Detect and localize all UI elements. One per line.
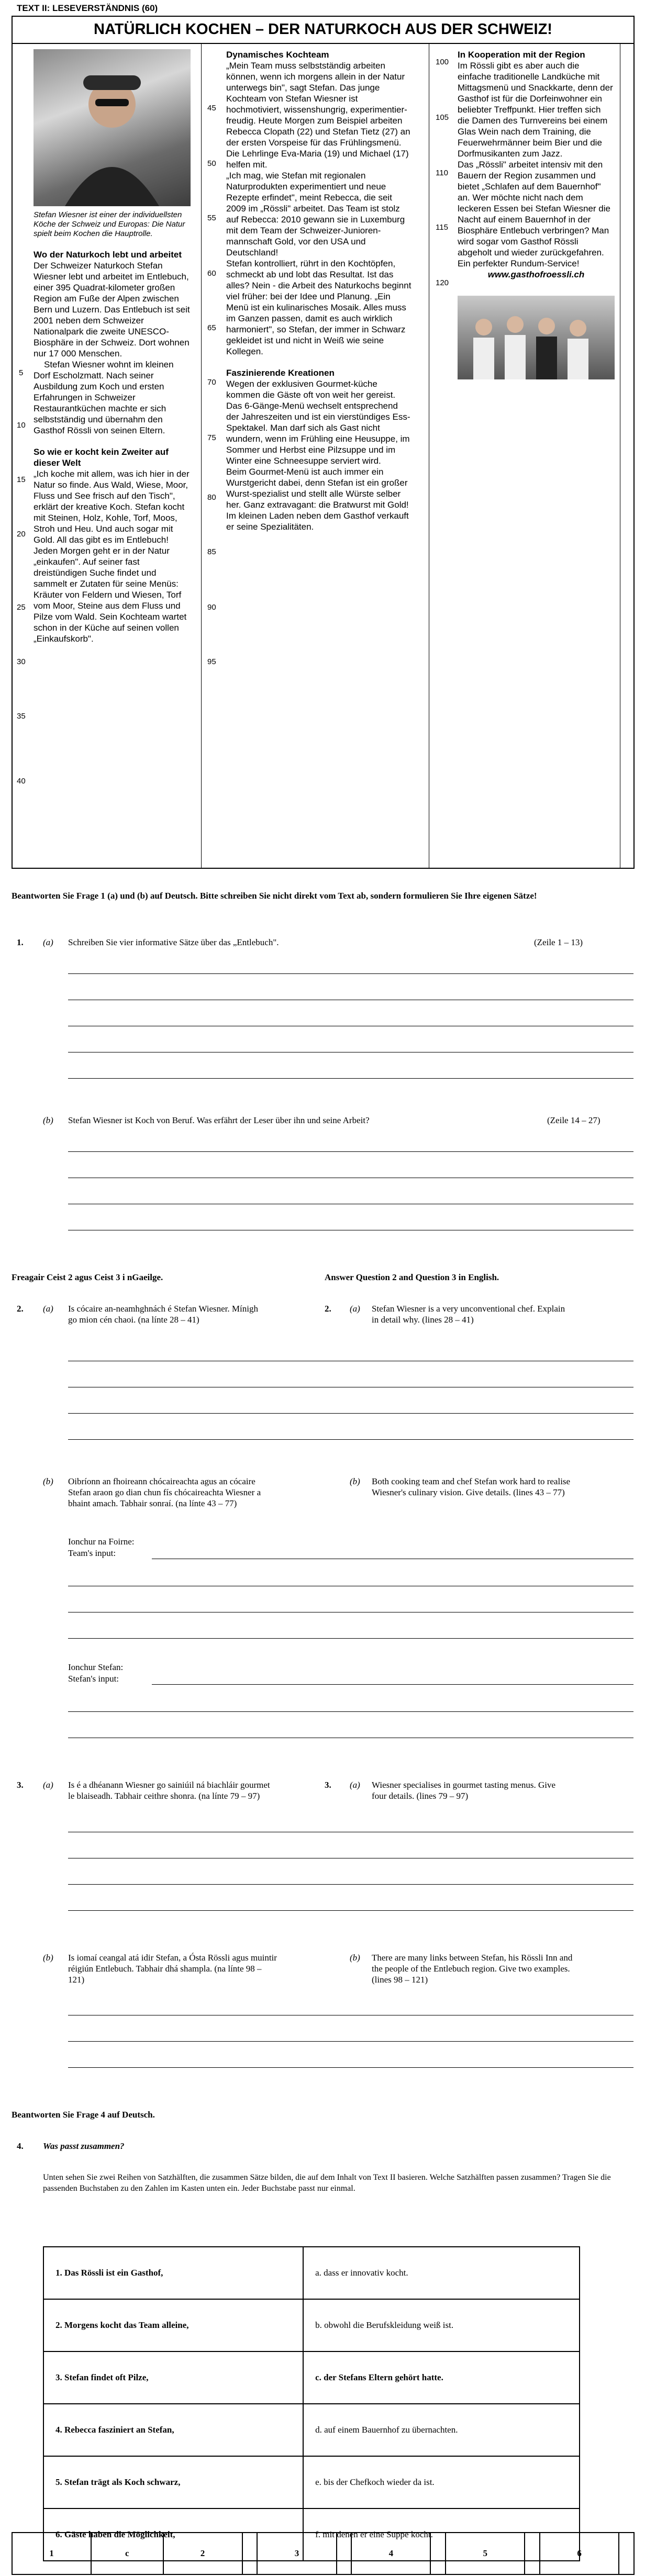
answer-line[interactable] — [68, 2041, 633, 2042]
sentence-start: 1. Das Rössli ist ein Gasthof, — [43, 2247, 303, 2299]
line-number: 85 — [207, 547, 216, 556]
answer-line[interactable] — [68, 1711, 633, 1712]
line-number: 45 — [207, 104, 216, 113]
answer-line[interactable] — [68, 1910, 633, 1911]
question-part-label: (b) — [43, 1953, 53, 1963]
line-number: 5 — [19, 368, 24, 377]
line-number: 120 — [436, 278, 449, 287]
line-number: 25 — [17, 603, 26, 612]
grid-answer[interactable]: c — [91, 2533, 163, 2574]
sentence-end: e. bis der Chefkoch wieder da ist. — [303, 2456, 580, 2508]
photo-caption: Stefan Wiesner ist einer der individuellsten Köche der Schweiz und Europas: Die Natur spielt beim Kochen die Hauptrolle. — [34, 210, 185, 238]
line-number: 95 — [207, 657, 216, 666]
paragraph: „Ich mag, wie Stefan mit regionalen Naturprodukten experimentiert und neue Rezepte erfindet", meint Rebecca, die seit 2009 im „Rössli" arbeitet. Das Team ist stolz auf Rebecca: 2010 gewann sie in Luxemburg mit dem Team der Schweizer-Junioren-mannschaft Gold, vor den USA und Deutschland! — [226, 171, 405, 257]
answer-line[interactable] — [68, 2067, 633, 2068]
question-number: 2. — [325, 1304, 331, 1314]
line-number: 15 — [17, 475, 26, 484]
column-divider — [201, 43, 202, 869]
answer-line[interactable] — [68, 1151, 633, 1152]
team-photo — [458, 296, 615, 379]
sentence-start: 3. Stefan findet oft Pilze, — [43, 2351, 303, 2404]
line-number: 65 — [207, 323, 216, 332]
chef-photo — [34, 49, 191, 206]
question-intro: Unten sehen Sie zwei Reihen von Satzhälften, die zusammen Sätze bilden, die auf dem Inhalt von Text II basieren. Welche Satzhälften passen zusammen? Tragen Sie die passenden Buchstaben zu den Zahlen im Kasten unten ein. Jeder Buchstabe passt nur einmal. — [43, 2173, 611, 2193]
paragraph: Stefan Wiesner wohnt im kleinen Dorf Escholzmatt. Nach seiner Ausbildung zum Koch und ersten Erfahrungen in Schweizer Restaurantküchen machte er sich selbstständig und übernahm den Gasthof Rössli von seinen Eltern. — [34, 360, 174, 435]
sentence-end: f. mit denen er eine Suppe kocht. — [303, 2508, 580, 2561]
sentence-start: 6. Gäste haben die Möglichkeit, — [43, 2508, 303, 2561]
question-text: Stefan Wiesner ist Koch von Beruf. Was erfährt der Leser über ihn und seine Arbeit? — [68, 1115, 370, 1125]
stefan-input-label-english: Stefan's input: — [68, 1674, 119, 1684]
team-input-label-irish: Ionchur na Foirne: — [68, 1537, 135, 1547]
line-number: 10 — [17, 421, 26, 430]
sentence-end: c. der Stefans Eltern gehört hatte. — [303, 2351, 580, 2404]
paragraph: „Mein Team muss selbstständig arbeiten können, wenn ich morgens allein in der Natur unterwegs bin", sagt Stefan. Das junge Kochteam von Stefan Wiesner ist hochmotiviert, wissenshungrig, experimentier-freudig. Heute Morgen zum Beispiel arbeiten Rebecca Clopath (22) und Stefan Tietz (27) an der ersten Vorspeise für das Frühlingsmenü. Die Lehrlinge Eva-Maria (19) und Michael (17) helfen mit. — [226, 61, 410, 170]
question-text-irish: Is iomaí ceangal atá idir Stefan, a Ósta Rössli agus muintir réigiún Entlebuch. Tabhair dhá shampla. (na línte 98 – 121) — [68, 1953, 277, 1985]
team-input-label-english: Team's input: — [68, 1548, 116, 1558]
question-part-label: (a) — [350, 1780, 360, 1790]
grid-number: 2 — [163, 2533, 242, 2574]
grid-number: 4 — [351, 2533, 430, 2574]
question-number: 3. — [325, 1780, 331, 1790]
article-column-1 — [34, 49, 191, 644]
paragraph: „Ich koche mit allem, was ich hier in der Natur so finde. Aus Wald, Wiese, Moor, Fluss und See frisch auf den Tisch", erklärt der kreative Koch. Stefan kocht mit Steinen, Holz, Kohle, Torf, Moos, Stroh und Heu. Und auch sogar mit Gold. All das gibt es im Entlebuch! Jeden Morgen geht er in der Natur „einkaufen". Auf seiner fast dreistündigen Suche findet und sammelt er Zutaten für seine Menüs: Kräuter von Feldern und Wiesen, Torf vom Moor, Steine aus dem Fluss und Pilze vom Wald. Sein Kochteam wartet schon in der Küche auf seinen vollen „Einkaufskorb". — [34, 469, 190, 644]
line-number: 60 — [207, 269, 216, 278]
line-number: 50 — [207, 159, 216, 168]
line-number: 115 — [436, 223, 448, 232]
section-heading: So wie er kocht kein Zweiter auf dieser Welt — [34, 447, 169, 468]
line-number: 35 — [17, 712, 26, 721]
paragraph: Im Rössli gibt es aber auch die einfache traditionelle Landküche mit Mittagsmenü und Snackkarte, denn der Gasthof ist für die Dorfeinwohner ein beliebter Treffpunkt. Hier treffen sich die Damen des Turnvereins bei einem Glas Wein nach dem Training, die Feuerwehrmänner beim Bier und die Dorfmusikanten zum Jazz. — [458, 61, 613, 159]
line-reference: (Zeile 1 – 13) — [534, 937, 583, 947]
line-number: 55 — [207, 214, 216, 222]
question-text-irish: Oibríonn an fhoireann chócaireachta agus an cócaire Stefan araon go dian chun fís chócaireachta Wiesner a bhaint amach. Tabhair sonraí. (na línte 43 – 77) — [68, 1476, 261, 1508]
grid-number: 5 — [446, 2533, 525, 2574]
line-number: 90 — [207, 603, 216, 612]
question-text-english: Stefan Wiesner is a very unconventional chef. Explain in detail why. (lines 28 – 41) — [372, 1304, 565, 1325]
question-number: 4. — [17, 2141, 24, 2151]
grid-answer[interactable] — [619, 2533, 634, 2574]
question-part-label: (a) — [43, 1780, 53, 1790]
question-number: 2. — [17, 1304, 24, 1314]
instructions-q1: Beantworten Sie Frage 1 (a) und (b) auf Deutsch. Bitte schreiben Sie nicht direkt vom Text ab, sondern formulieren Sie Ihre eigenen Sätze! — [12, 891, 537, 901]
instructions-q4: Beantworten Sie Frage 4 auf Deutsch. — [12, 2110, 155, 2120]
team-illustration — [458, 296, 615, 379]
line-number: 75 — [207, 433, 216, 442]
grid-answer[interactable] — [337, 2533, 352, 2574]
article-box — [12, 16, 635, 869]
answer-line[interactable] — [152, 1684, 633, 1685]
grid-number: 3 — [257, 2533, 336, 2574]
article-column-2 — [226, 49, 412, 532]
question-part-label: (b) — [350, 1953, 360, 1963]
question-text-english: Wiesner specialises in gourmet tasting menus. Give four details. (lines 79 – 97) — [372, 1780, 556, 1801]
line-number: 105 — [436, 113, 449, 122]
question-part-label: (b) — [350, 1476, 360, 1486]
section-heading: Faszinierende Kreationen — [226, 368, 335, 378]
grid-answer[interactable] — [430, 2533, 446, 2574]
answer-line[interactable] — [68, 1413, 633, 1414]
sentence-end: b. obwohl die Berufskleidung weiß ist. — [303, 2299, 580, 2351]
line-number: 40 — [17, 777, 26, 786]
line-number: 80 — [207, 493, 216, 502]
sentence-end: d. auf einem Bauernhof zu übernachten. — [303, 2404, 580, 2456]
line-number: 100 — [436, 58, 449, 66]
question-text-english: Both cooking team and chef Stefan work hard to realise Wiesner's culinary vision. Give details. (lines 43 – 77) — [372, 1476, 571, 1497]
stefan-input-label-irish: Ionchur Stefan: — [68, 1662, 124, 1672]
instructions-irish: Freagair Ceist 2 agus Ceist 3 i nGaeilge. — [12, 1272, 163, 1282]
question-text-english: There are many links between Stefan, his Rössli Inn and the people of the Entlebuch region. Give two examples. (lines 98 – 121) — [372, 1953, 573, 1985]
line-number: 110 — [436, 169, 448, 177]
question-number: 3. — [17, 1780, 24, 1790]
paragraph: Stefan kontrolliert, rührt in den Kochtöpfen, schmeckt ab und lobt das Resultat. Ist das alles? Nein - die Arbeit des Naturkochs beginnt viel früher: bei der Idee und Planung. „Ein Menü ist ein kulinarisches Mosaik. Alles muss im Ganzen passen, damit es auch wirklich harmoniert", so Stefan, der immer in Schwarz gekleidet ist und nicht in Weiß wie seine Kollegen. — [226, 259, 412, 356]
line-number: 20 — [17, 530, 26, 539]
question-part-label: (a) — [350, 1304, 360, 1314]
grid-answer[interactable] — [525, 2533, 540, 2574]
paragraph: Der Schweizer Naturkoch Stefan Wiesner lebt und arbeitet im Entlebuch, einer 395 Quadrat-kilometer großen Region am Fuße der Alpen zwischen Bern und Luzern. Das Entlebuch ist seit 2001 neben dem Schweizer Nationalpark die zweite UNESCO-Biosphäre in der Schweiz. Dort wohnen nur 17 000 Menschen. — [34, 261, 190, 359]
question-title: Was passt zusammen? — [43, 2141, 125, 2151]
answer-line[interactable] — [68, 1439, 633, 1440]
question-part-label: (a) — [43, 937, 53, 947]
line-number: 30 — [17, 657, 26, 666]
grid-number: 6 — [540, 2533, 619, 2574]
article-title: NATÜRLICH KOCHEN – DER NATURKOCH AUS DER SCHWEIZ! — [94, 21, 552, 38]
answer-line[interactable] — [68, 1638, 633, 1639]
grid-answer[interactable] — [242, 2533, 258, 2574]
sentence-end: a. dass er innovativ kocht. — [303, 2247, 580, 2299]
sentence-start: 5. Stefan trägt als Koch schwarz, — [43, 2456, 303, 2508]
section-label: TEXT II: LESEVERSTÄNDNIS (60) — [17, 3, 158, 13]
matching-table — [43, 2246, 580, 2561]
website-link: www.gasthofroessli.ch — [487, 270, 585, 279]
question-part-label: (a) — [43, 1304, 53, 1314]
question-part-label: (b) — [43, 1476, 53, 1486]
answer-line[interactable] — [68, 1078, 633, 1079]
sentence-start: 4. Rebecca fasziniert an Stefan, — [43, 2404, 303, 2456]
question-text: Schreiben Sie vier informative Sätze über das „Entlebuch". — [68, 937, 279, 947]
sentence-start: 2. Morgens kocht das Team alleine, — [43, 2299, 303, 2351]
paragraph: Beim Gourmet-Menü ist auch immer ein Wurstgericht dabei, denn Stefan ist ein großer Wurst-spezialist und stellt alle Würste selber her. Ganz extravagant: die Bratwurst mit Gold! Im kleinen Laden neben dem Gasthof verkauft er seine Spezialitäten. — [226, 467, 409, 532]
line-number: 70 — [207, 378, 216, 387]
chef-illustration — [34, 49, 191, 206]
section-heading: In Kooperation mit der Region — [458, 50, 585, 60]
question-text-irish: Is é a dhéanann Wiesner go sainiúil ná biachláir gourmet le blaiseadh. Tabhair ceithre shonra. (na línte 79 – 97) — [68, 1780, 270, 1801]
grid-number: 1 — [12, 2533, 91, 2574]
title-divider — [13, 43, 633, 44]
answer-grid — [12, 2532, 635, 2575]
paragraph: Wegen der exklusiven Gourmet-küche kommen die Gäste oft von weit her gereist. Das 6-Gänge-Menü wechselt entsprechend der Jahreszeiten und ist ein vierstündiges Ess-Spektakel. Man darf sich als Gast nicht wundern, wenn im Frühling eine Heusuppe, im Sommer und Herbst eine Pilzsuppe und im Winter eine Schneesuppe serviert wird. — [226, 379, 410, 466]
question-part-label: (b) — [43, 1115, 53, 1125]
section-heading: Wo der Naturkoch lebt und arbeitet — [34, 250, 182, 260]
section-heading: Dynamisches Kochteam — [226, 50, 329, 60]
question-text-irish: Is cócaire an-neamhghnách é Stefan Wiesner. Mínigh go mion cén chaoi. (na línte 28 – 41) — [68, 1304, 258, 1325]
line-reference: (Zeile 14 – 27) — [547, 1115, 600, 1125]
article-column-3 — [458, 49, 615, 379]
answer-line[interactable] — [68, 1884, 633, 1885]
instructions-english: Answer Question 2 and Question 3 in English. — [325, 1272, 499, 1282]
answer-line[interactable] — [68, 973, 633, 974]
paragraph: Das „Rössli" arbeitet intensiv mit den Bauern der Region zusammen und bietet „Schlafen auf dem Bauernhof" an. Wer möchte nicht nach dem leckeren Essen bei Stefan Wiesner die Nacht auf einem Bauernhof in der Biosphäre Entlebuch verbringen? Man wird sogar vom Gasthof Rössli abgeholt und wieder zurückgefahren. Ein perfekter Rundum-Service! — [458, 160, 610, 268]
question-number: 1. — [17, 937, 24, 947]
